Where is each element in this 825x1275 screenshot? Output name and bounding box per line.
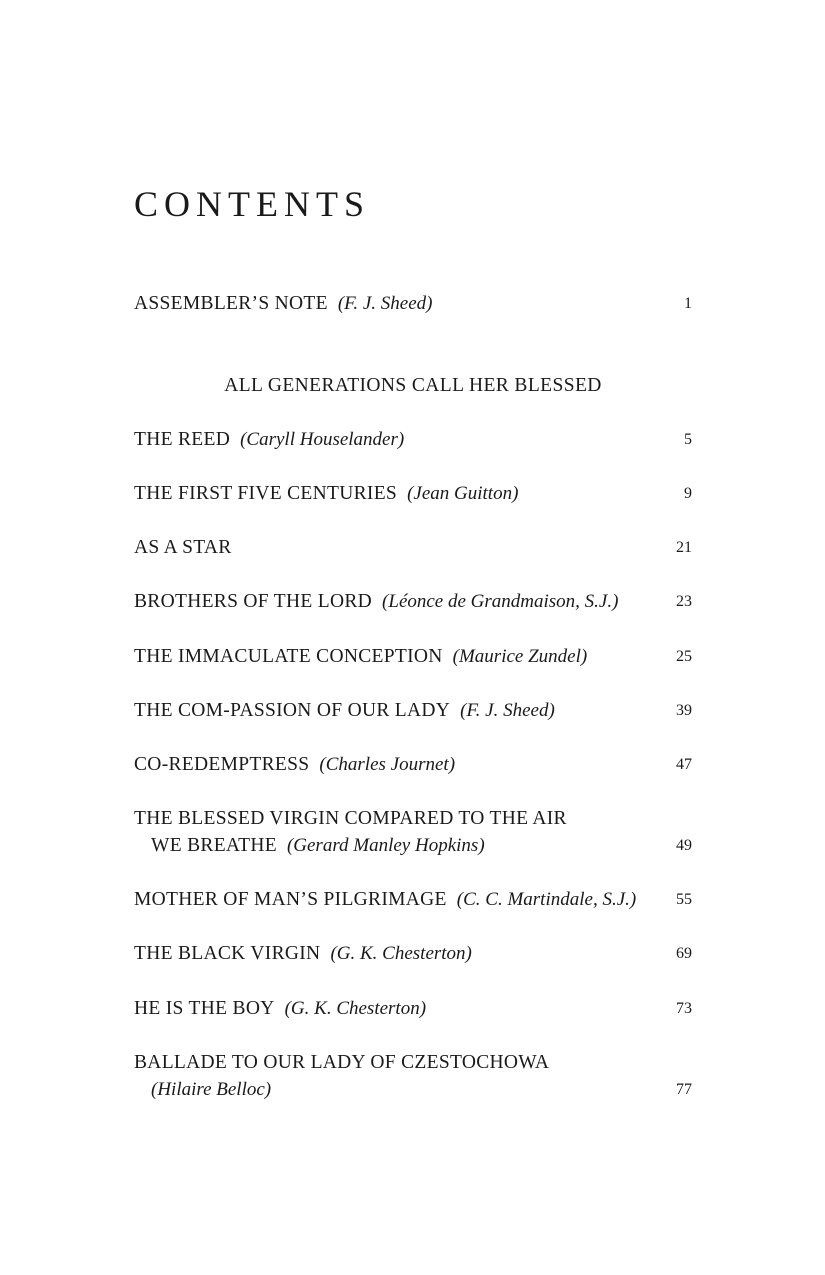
entry-author: (G. K. Chesterton) (330, 943, 472, 964)
toc-entry[interactable] (134, 588, 692, 615)
entry-author: (C. C. Martindale, S.J.) (456, 889, 637, 910)
entry-title: THE IMMACULATE CONCEPTION (134, 646, 443, 667)
entry-title: BALLADE TO OUR LADY OF CZESTOCHOWA (134, 1052, 550, 1073)
entry-title: BROTHERS OF THE LORD (134, 591, 373, 612)
entry-page-number: 23 (676, 593, 692, 610)
entry-page-number: 55 (676, 891, 692, 908)
entry-title: MOTHER OF MAN’S PILGRIMAGE (134, 889, 447, 910)
entry-title: THE FIRST FIVE CENTURIES (134, 483, 398, 504)
entry-title: AS A STAR (134, 537, 232, 558)
entry-title-continued: WE BREATHE (151, 835, 277, 856)
toc-entry[interactable] (134, 886, 692, 913)
entry-page-number: 1 (684, 295, 692, 312)
toc-entry[interactable] (134, 480, 692, 507)
entry-author: (Maurice Zundel) (452, 646, 588, 667)
entry-author: (Jean Guitton) (407, 483, 519, 504)
entry-page-number: 39 (676, 702, 692, 719)
entry-page-number: 49 (676, 837, 692, 854)
entry-author: (Gerard Manley Hopkins) (286, 835, 485, 856)
entry-page-number: 5 (684, 431, 692, 448)
entry-title: THE BLESSED VIRGIN COMPARED TO THE AIR (134, 808, 567, 829)
entry-page-number: 25 (676, 648, 692, 665)
entry-author: (G. K. Chesterton) (284, 998, 427, 1019)
entry-title: HE IS THE BOY (134, 998, 275, 1019)
toc-entry[interactable] (134, 940, 692, 967)
toc-entry[interactable] (134, 643, 692, 670)
entry-author: (Léonce de Grandmaison, S.J.) (382, 591, 619, 612)
entry-page-number: 77 (676, 1081, 692, 1098)
entry-title: THE REED (134, 429, 231, 450)
toc-entry-assemblers-note[interactable] (134, 290, 692, 317)
section-heading: ALL GENERATIONS CALL HER BLESSED (224, 375, 602, 396)
entry-page-number: 21 (676, 539, 692, 556)
toc-entry[interactable] (134, 995, 692, 1022)
entry-title: THE COM-PASSION OF OUR LADY (134, 700, 451, 721)
entry-page-number: 73 (676, 1000, 692, 1017)
toc-entry[interactable] (134, 697, 692, 724)
toc-entry[interactable] (134, 1049, 692, 1103)
toc-entry[interactable] (134, 426, 692, 453)
entry-title: THE BLACK VIRGIN (134, 943, 321, 964)
entry-author: (Charles Journet) (319, 754, 456, 775)
toc-entry[interactable] (134, 751, 692, 778)
entry-page-number: 69 (676, 945, 692, 962)
entry-page-number: 47 (676, 756, 692, 773)
entry-author: (Caryll Houselander) (240, 429, 405, 450)
entry-page-number: 9 (684, 485, 692, 502)
page-title: CONTENTS (134, 184, 370, 224)
entry-author: (F. J. Sheed) (337, 293, 433, 314)
toc-entry[interactable] (134, 534, 692, 561)
entry-author: (F. J. Sheed) (460, 700, 555, 721)
entry-author: (Hilaire Belloc) (151, 1079, 272, 1100)
toc-entry[interactable] (134, 805, 692, 859)
entry-title: ASSEMBLER’S NOTE (134, 293, 328, 314)
entry-title: CO-REDEMPTRESS (134, 754, 310, 775)
